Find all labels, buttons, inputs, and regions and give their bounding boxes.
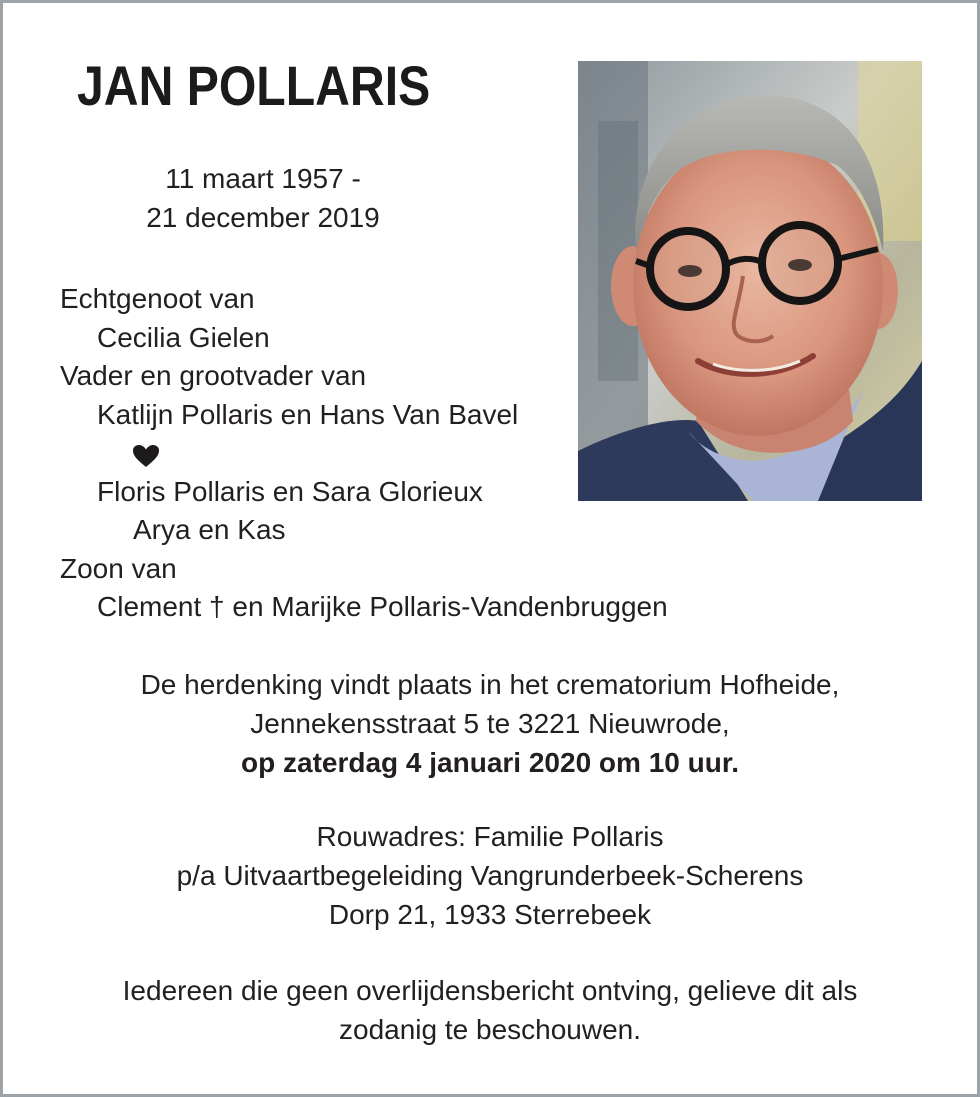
notice-line-1: Iedereen die geen overlijdensbericht ontving, gelieve dit als bbox=[122, 975, 858, 1006]
ceremony-datetime: op zaterdag 4 januari 2020 om 10 uur. bbox=[241, 747, 739, 778]
deceased-name: JAN POLLARIS bbox=[77, 54, 431, 117]
spouse-name: Cecilia Gielen bbox=[97, 321, 270, 353]
portrait-photo bbox=[578, 61, 922, 501]
address-line-2: p/a Uitvaartbegeleiding Vangrunderbeek-Scherens bbox=[176, 860, 804, 891]
child-1: Katlijn Pollaris en Hans Van Bavel bbox=[97, 398, 519, 430]
parents-names: Clement † en Marijke Pollaris-Vandenbruggen bbox=[97, 591, 668, 622]
child-2: Floris Pollaris en Sara Glorieux bbox=[97, 475, 483, 507]
mourning-address bbox=[3, 817, 977, 934]
heart-icon bbox=[132, 437, 160, 468]
spouse-heading: Echtgenoot van bbox=[60, 283, 255, 314]
ceremony-location: De herdenking vindt plaats in het crematorium Hofheide, bbox=[140, 669, 840, 700]
birth-date: 11 maart 1957 - bbox=[165, 163, 361, 194]
ceremony-address: Jennekensstraat 5 te 3221 Nieuwrode, bbox=[250, 708, 730, 739]
notice-text bbox=[3, 971, 977, 1049]
life-dates bbox=[63, 159, 463, 237]
notice-line-2: zodanig te beschouwen. bbox=[339, 1014, 641, 1045]
son-heading: Zoon van bbox=[60, 552, 177, 584]
death-date: 21 december 2019 bbox=[146, 202, 380, 233]
parent-heading: Vader en grootvader van bbox=[60, 360, 367, 391]
grandchildren: Arya en Kas bbox=[133, 514, 286, 545]
ceremony-info bbox=[3, 665, 977, 782]
address-line-1: Rouwadres: Familie Pollaris bbox=[316, 821, 664, 852]
address-line-3: Dorp 21, 1933 Sterrebeek bbox=[328, 899, 652, 930]
